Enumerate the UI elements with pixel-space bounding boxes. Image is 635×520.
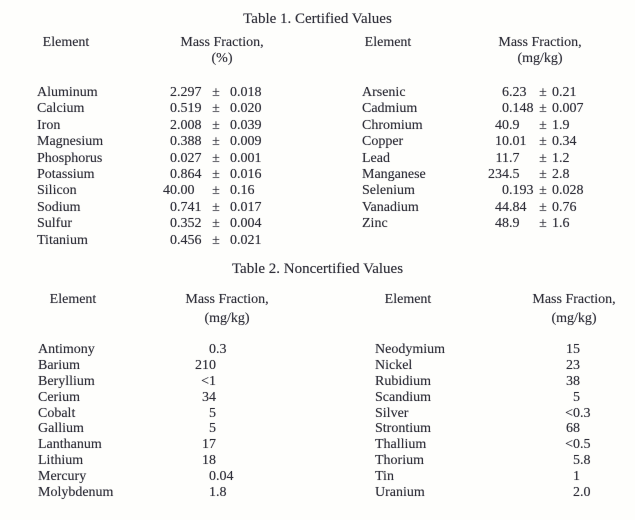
plus-minus-sign: ± xyxy=(539,216,547,232)
value-fraction: .864 xyxy=(177,166,202,182)
uncertainty-value: 0.004 xyxy=(230,216,262,232)
value-integer: 0 xyxy=(170,199,177,215)
uncertainty-value: 0.028 xyxy=(552,183,584,199)
table1-left-mass-fraction-header: Mass Fraction, xyxy=(180,35,264,50)
value-fraction: .3 xyxy=(580,405,591,421)
table2-right-mass-fraction-header: Mass Fraction, xyxy=(532,292,616,307)
uncertainty-value: 0.007 xyxy=(552,101,584,117)
value-integer: 0 xyxy=(170,134,177,150)
value-fraction: .456 xyxy=(177,232,202,248)
plus-minus-sign: ± xyxy=(539,85,547,100)
value-fraction xyxy=(216,391,240,407)
element-name: Scandium xyxy=(375,389,431,405)
table-row xyxy=(362,102,622,118)
element-name: Copper xyxy=(362,134,404,150)
value-integer: 0 xyxy=(209,342,216,357)
value-fraction: .193 xyxy=(509,183,534,199)
uncertainty-value: 0.039 xyxy=(230,117,262,133)
element-name: Neodymium xyxy=(375,342,445,357)
value-fraction: .741 xyxy=(177,199,202,215)
value-fraction: .0 xyxy=(580,485,591,501)
plus-minus-sign: ± xyxy=(212,117,220,133)
table-row xyxy=(362,119,622,135)
table-row xyxy=(38,375,278,391)
table1-left-rows xyxy=(37,86,297,250)
element-name: Chromium xyxy=(362,117,423,133)
table-row xyxy=(37,234,297,250)
table-row xyxy=(375,343,605,359)
value-integer: 234 xyxy=(488,166,509,182)
table2-right-rows xyxy=(375,343,605,502)
value-fraction: .388 xyxy=(177,134,202,150)
value-fraction: .9 xyxy=(509,117,520,133)
value-fraction: .008 xyxy=(177,117,202,133)
element-name: Barium xyxy=(38,357,80,373)
element-name: Zinc xyxy=(362,216,388,232)
uncertainty-value: 0.001 xyxy=(230,150,262,166)
value-fraction xyxy=(580,422,594,438)
table-row xyxy=(37,86,297,102)
uncertainty-value: 0.018 xyxy=(230,85,262,100)
value-integer: 44 xyxy=(495,199,509,215)
value-integer: 0 xyxy=(502,183,509,199)
table-row xyxy=(37,102,297,118)
element-name: Lithium xyxy=(38,453,84,469)
table-row xyxy=(375,454,605,470)
value-integer: 0 xyxy=(170,150,177,166)
uncertainty-value: 0.016 xyxy=(230,166,262,182)
value-fraction: .5 xyxy=(509,166,520,182)
value-integer: 210 xyxy=(195,357,216,373)
table2-left-rows xyxy=(38,343,278,502)
value-fraction xyxy=(216,375,240,391)
table-row xyxy=(38,343,278,359)
value-fraction xyxy=(216,407,240,423)
uncertainty-value: 1.6 xyxy=(552,216,570,232)
element-name: Iron xyxy=(37,117,61,133)
table-row xyxy=(38,422,278,438)
table-row xyxy=(362,168,622,184)
value-integer: 6 xyxy=(502,85,509,100)
table2-left-element-header: Element xyxy=(49,292,97,307)
plus-minus-sign: ± xyxy=(212,183,220,199)
uncertainty-value: 0.021 xyxy=(230,232,262,248)
element-name: Thallium xyxy=(375,437,427,453)
table-row xyxy=(375,438,605,454)
element-name: Sodium xyxy=(37,199,81,215)
value-integer: <1 xyxy=(201,373,216,389)
value-fraction: .8 xyxy=(580,453,591,469)
value-fraction: .297 xyxy=(177,85,202,100)
table-row xyxy=(362,217,622,233)
table-row xyxy=(37,184,297,200)
value-fraction: .00 xyxy=(177,183,195,199)
value-integer: 0 xyxy=(209,469,216,485)
uncertainty-value: 2.8 xyxy=(552,166,570,182)
element-name: Beryllium xyxy=(38,373,95,389)
table-row xyxy=(362,86,622,102)
table-row xyxy=(362,184,622,200)
value-fraction xyxy=(580,391,594,407)
element-name: Silver xyxy=(375,405,409,421)
value-integer: <0 xyxy=(565,405,580,421)
table1-right-unit-header: (mg/kg) xyxy=(517,51,563,66)
table-row xyxy=(38,454,278,470)
plus-minus-sign: ± xyxy=(539,199,547,215)
value-fraction xyxy=(216,359,240,375)
value-fraction: .352 xyxy=(177,216,202,232)
table-row xyxy=(362,135,622,151)
value-integer: 17 xyxy=(202,437,216,453)
table-row xyxy=(37,152,297,168)
value-fraction xyxy=(216,454,240,470)
element-name: Silicon xyxy=(37,183,77,199)
table-row xyxy=(375,391,605,407)
value-integer: 2 xyxy=(170,85,177,100)
plus-minus-sign: ± xyxy=(539,183,547,199)
value-integer: 48 xyxy=(495,216,509,232)
value-integer: 0 xyxy=(170,216,177,232)
value-integer: <0 xyxy=(565,437,580,453)
table-row xyxy=(37,201,297,217)
value-integer: 0 xyxy=(170,166,177,182)
element-name: Gallium xyxy=(38,421,84,437)
value-integer: 68 xyxy=(566,421,580,437)
plus-minus-sign: ± xyxy=(539,150,547,166)
element-name: Magnesium xyxy=(37,134,104,150)
element-name: Antimony xyxy=(38,342,95,357)
element-name: Manganese xyxy=(362,166,426,182)
element-name: Phosphorus xyxy=(37,150,103,166)
value-fraction xyxy=(216,438,240,454)
value-fraction: .519 xyxy=(177,101,202,117)
value-fraction xyxy=(216,422,240,438)
uncertainty-value: 0.020 xyxy=(230,101,262,117)
value-fraction: .84 xyxy=(509,199,527,215)
value-integer: 0 xyxy=(170,101,177,117)
value-integer: 1 xyxy=(573,469,580,485)
table-row xyxy=(375,470,605,486)
plus-minus-sign: ± xyxy=(212,101,220,117)
value-integer: 5 xyxy=(209,405,216,421)
uncertainty-value: 1.2 xyxy=(552,150,570,166)
table1-right-element-header: Element xyxy=(364,35,412,50)
value-fraction: .23 xyxy=(509,85,527,100)
value-integer: 10 xyxy=(495,134,509,150)
value-fraction: .7 xyxy=(509,150,520,166)
value-fraction: .5 xyxy=(580,437,591,453)
element-name: Cadmium xyxy=(362,101,418,117)
element-name: Arsenic xyxy=(362,85,406,100)
element-name: Molybdenum xyxy=(38,485,114,501)
value-integer: 38 xyxy=(566,373,580,389)
element-name: Vanadium xyxy=(362,199,419,215)
table1-title: Table 1. Certified Values xyxy=(243,11,392,27)
value-fraction xyxy=(580,470,594,486)
table-row xyxy=(375,486,605,502)
plus-minus-sign: ± xyxy=(539,166,547,182)
table-row xyxy=(375,359,605,375)
table-row xyxy=(38,359,278,375)
value-integer: 2 xyxy=(573,485,580,501)
element-name: Cobalt xyxy=(38,405,76,421)
plus-minus-sign: ± xyxy=(212,166,220,182)
value-integer: 5 xyxy=(209,421,216,437)
element-name: Lanthanum xyxy=(38,437,102,453)
value-fraction: .3 xyxy=(216,342,227,357)
value-fraction xyxy=(580,375,594,391)
table-row xyxy=(375,422,605,438)
element-name: Sulfur xyxy=(37,216,72,232)
value-integer: 23 xyxy=(566,357,580,373)
plus-minus-sign: ± xyxy=(539,101,547,117)
value-integer: 11 xyxy=(495,150,509,166)
element-name: Selenium xyxy=(362,183,415,199)
table1-left-unit-header: (%) xyxy=(211,51,233,66)
table-row xyxy=(38,391,278,407)
element-name: Calcium xyxy=(37,101,85,117)
value-integer: 18 xyxy=(202,453,216,469)
element-name: Tin xyxy=(375,469,394,485)
table-row xyxy=(375,375,605,391)
plus-minus-sign: ± xyxy=(212,150,220,166)
value-integer: 34 xyxy=(202,389,216,405)
uncertainty-value: 0.34 xyxy=(552,134,577,150)
table2-right-element-header: Element xyxy=(384,292,432,307)
table2-title: Table 2. Noncertified Values xyxy=(231,261,404,277)
table2-right-unit-header: (mg/kg) xyxy=(551,311,597,326)
value-fraction: .027 xyxy=(177,150,202,166)
element-name: Potassium xyxy=(37,166,95,182)
value-fraction xyxy=(580,359,594,375)
value-integer: 40 xyxy=(495,117,509,133)
table-row xyxy=(362,152,622,168)
value-fraction: .9 xyxy=(509,216,520,232)
table2-left-mass-fraction-header: Mass Fraction, xyxy=(185,292,269,307)
element-name: Titanium xyxy=(37,232,88,248)
value-fraction: .148 xyxy=(509,101,534,117)
uncertainty-value: 0.21 xyxy=(552,85,577,100)
element-name: Strontium xyxy=(375,421,432,437)
table-row xyxy=(38,470,278,486)
value-integer: 15 xyxy=(566,342,580,357)
value-fraction: .01 xyxy=(509,134,527,150)
plus-minus-sign: ± xyxy=(539,117,547,133)
element-name: Aluminum xyxy=(37,85,98,100)
element-name: Lead xyxy=(362,150,390,166)
uncertainty-value: 0.017 xyxy=(230,199,262,215)
value-integer: 2 xyxy=(170,117,177,133)
table1-right-mass-fraction-header: Mass Fraction, xyxy=(498,35,582,50)
table-row xyxy=(362,201,622,217)
table1-right-rows xyxy=(362,86,622,234)
element-name: Rubidium xyxy=(375,373,432,389)
plus-minus-sign: ± xyxy=(212,134,220,150)
uncertainty-value: 1.9 xyxy=(552,117,570,133)
value-integer: 0 xyxy=(502,101,509,117)
element-name: Cerium xyxy=(38,389,80,405)
value-fraction: .04 xyxy=(216,469,234,485)
element-name: Uranium xyxy=(375,485,425,501)
value-fraction: .8 xyxy=(216,485,227,501)
uncertainty-value: 0.76 xyxy=(552,199,577,215)
table-row xyxy=(37,217,297,233)
value-integer: 5 xyxy=(573,389,580,405)
value-integer: 0 xyxy=(170,232,177,248)
element-name: Mercury xyxy=(38,469,87,485)
plus-minus-sign: ± xyxy=(212,216,220,232)
table2-left-unit-header: (mg/kg) xyxy=(204,311,250,326)
plus-minus-sign: ± xyxy=(212,199,220,215)
plus-minus-sign: ± xyxy=(212,85,220,100)
value-fraction xyxy=(580,343,594,359)
table-row xyxy=(38,486,278,502)
uncertainty-value: 0.16 xyxy=(230,183,255,199)
value-integer: 40 xyxy=(163,183,177,199)
plus-minus-sign: ± xyxy=(539,134,547,150)
plus-minus-sign: ± xyxy=(212,232,220,248)
value-integer: 5 xyxy=(573,453,580,469)
table1-left-element-header: Element xyxy=(42,35,90,50)
element-name: Thorium xyxy=(375,453,424,469)
table-row xyxy=(37,168,297,184)
uncertainty-value: 0.009 xyxy=(230,134,262,150)
table-row xyxy=(37,135,297,151)
table-row xyxy=(37,119,297,135)
element-name: Nickel xyxy=(375,357,413,373)
value-integer: 1 xyxy=(209,485,216,501)
table-row xyxy=(38,438,278,454)
